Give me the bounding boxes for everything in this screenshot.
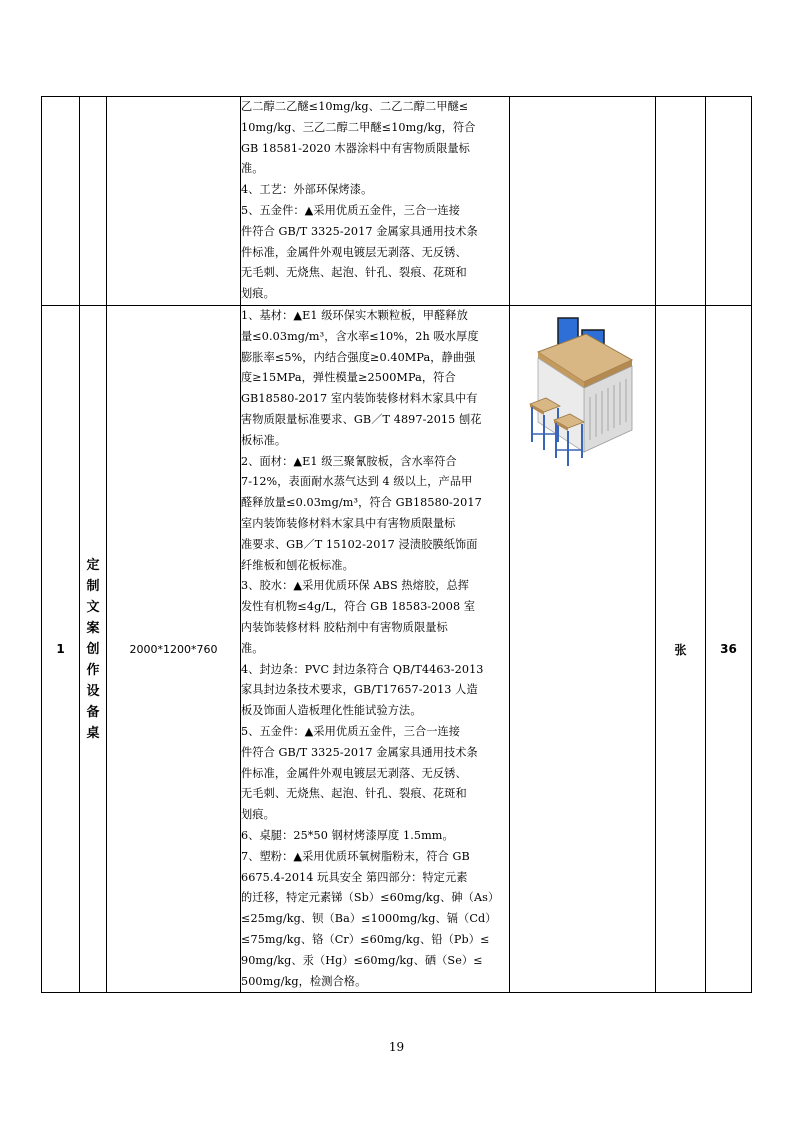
cell-qty-empty [706,97,752,306]
continued-description [241,97,510,306]
item-image-cell [510,306,656,993]
desc-line: 纤维板和刨花板标准。 [241,558,354,572]
desc-line: 4、工艺：外部环保烤漆。 [241,183,373,197]
item-name: 定制文案创作设备桌 [86,557,100,741]
table-row-continued [42,97,752,306]
desc-line: 7-12%，表面耐水蒸气达到 4 级以上，产品甲 [241,475,473,489]
desc-line: 6、桌腿：25*50 钢材烤漆厚度 1.5mm。 [241,828,454,842]
desc-line: 无毛刺、无烧焦、起泡、针孔、裂痕、花斑和 [241,787,467,801]
cell-index-empty [42,97,80,306]
desc-line: 2、面材：▲E1 级三聚氰胺板，含水率符合 [241,454,457,468]
cell-unit-empty [656,97,706,306]
desc-line: 5、五金件：▲采用优质五金件，三合一连接 [241,724,461,738]
item-size: 2000*1200*760 [107,306,241,993]
desc-line: ≤75mg/kg、铬（Cr）≤60mg/kg、铅（Pb）≤ [241,932,490,946]
desc-line: 3、胶水：▲采用优质环保 ABS 热熔胶，总挥 [241,579,470,593]
desc-line: 板标准。 [241,433,287,447]
desc-line: 度≥15MPa，弹性模量≥2500MPa，符合 [241,371,456,385]
spec-table [41,96,752,993]
desc-line: 件标准，金属件外观电镀层无剥落、无反锈、 [241,766,467,780]
desc-line: ≤25mg/kg、钡（Ba）≤1000mg/kg、镉（Cd） [241,912,497,926]
desk-illustration [524,312,642,470]
desc-line: 的迁移，特定元素锑（Sb）≤60mg/kg、砷（As） [241,891,500,905]
page-number: 19 [388,1040,405,1054]
desc-line: 乙二醇二乙醚≤10mg/kg、二乙二醇二甲醚≤ [241,100,469,113]
desc-line: GB 18581-2020 木器涂料中有害物质限量标 [241,141,470,155]
desc-line: 件符合 GB/T 3325-2017 金属家具通用技术条 [241,224,478,238]
desc-line: 件符合 GB/T 3325-2017 金属家具通用技术条 [241,745,478,759]
cell-size-empty [107,97,241,306]
desc-line: 1、基材：▲E1 级环保实木颗粒板，甲醛释放 [241,309,468,322]
desc-line: 准。 [241,162,264,176]
desc-line: 件标准，金属件外观电镀层无剥落、无反锈、 [241,245,467,259]
table-row-item [42,306,752,993]
desc-line: 4、封边条：PVC 封边条符合 QB/T4463-2013 [241,662,484,676]
desc-line: 内装饰装修材料 胶粘剂中有害物质限量标 [241,620,448,634]
desc-line: 无毛刺、无烧焦、起泡、针孔、裂痕、花斑和 [241,266,467,280]
desc-line: 划痕。 [241,808,275,822]
desc-line: 害物质限量标准要求、GB／T 4897-2015 刨花 [241,412,482,426]
desc-line: 膨胀率≤5%，内结合强度≥0.40MPa，静曲强 [241,350,476,364]
desc-line: 板及饰面人造板理化性能试验方法。 [241,704,422,718]
item-quantity: 36 [706,306,752,993]
cell-image-empty [510,97,656,306]
item-index: 1 [42,306,80,993]
item-unit: 张 [656,306,706,993]
desc-line: 5、五金件：▲采用优质五金件，三合一连接 [241,203,461,217]
desc-line: 10mg/kg、三乙二醇二甲醚≤10mg/kg，符合 [241,120,476,134]
item-description [241,306,510,993]
desc-line: 6675.4-2014 玩具安全 第四部分：特定元素 [241,870,468,884]
desc-line: 发性有机物≤4g/L，符合 GB 18583-2008 室 [241,600,476,614]
desc-line: GB18580-2017 室内装饰装修材料木家具中有 [241,392,478,406]
desc-line: 90mg/kg、汞（Hg）≤60mg/kg、硒（Se）≤ [241,953,483,967]
desc-line: 划痕。 [241,287,275,301]
desc-line: 准要求、GB／T 15102-2017 浸渍胶膜纸饰面 [241,537,478,551]
desc-line: 500mg/kg，检测合格。 [241,974,367,988]
desc-line: 7、塑粉：▲采用优质环氧树脂粉末，符合 GB [241,849,470,863]
desc-line: 家具封边条技术要求，GB/T17657-2013 人造 [241,683,478,697]
desc-line: 准。 [241,641,264,655]
cell-name-empty [80,97,107,306]
desc-line: 量≤0.03mg/m³，含水率≤10%，2h 吸水厚度 [241,329,479,343]
desc-line: 醛释放量≤0.03mg/m³，符合 GB18580-2017 [241,496,482,510]
desc-line: 室内装饰装修材料木家具中有害物质限量标 [241,516,456,530]
item-name-cell [80,306,107,993]
